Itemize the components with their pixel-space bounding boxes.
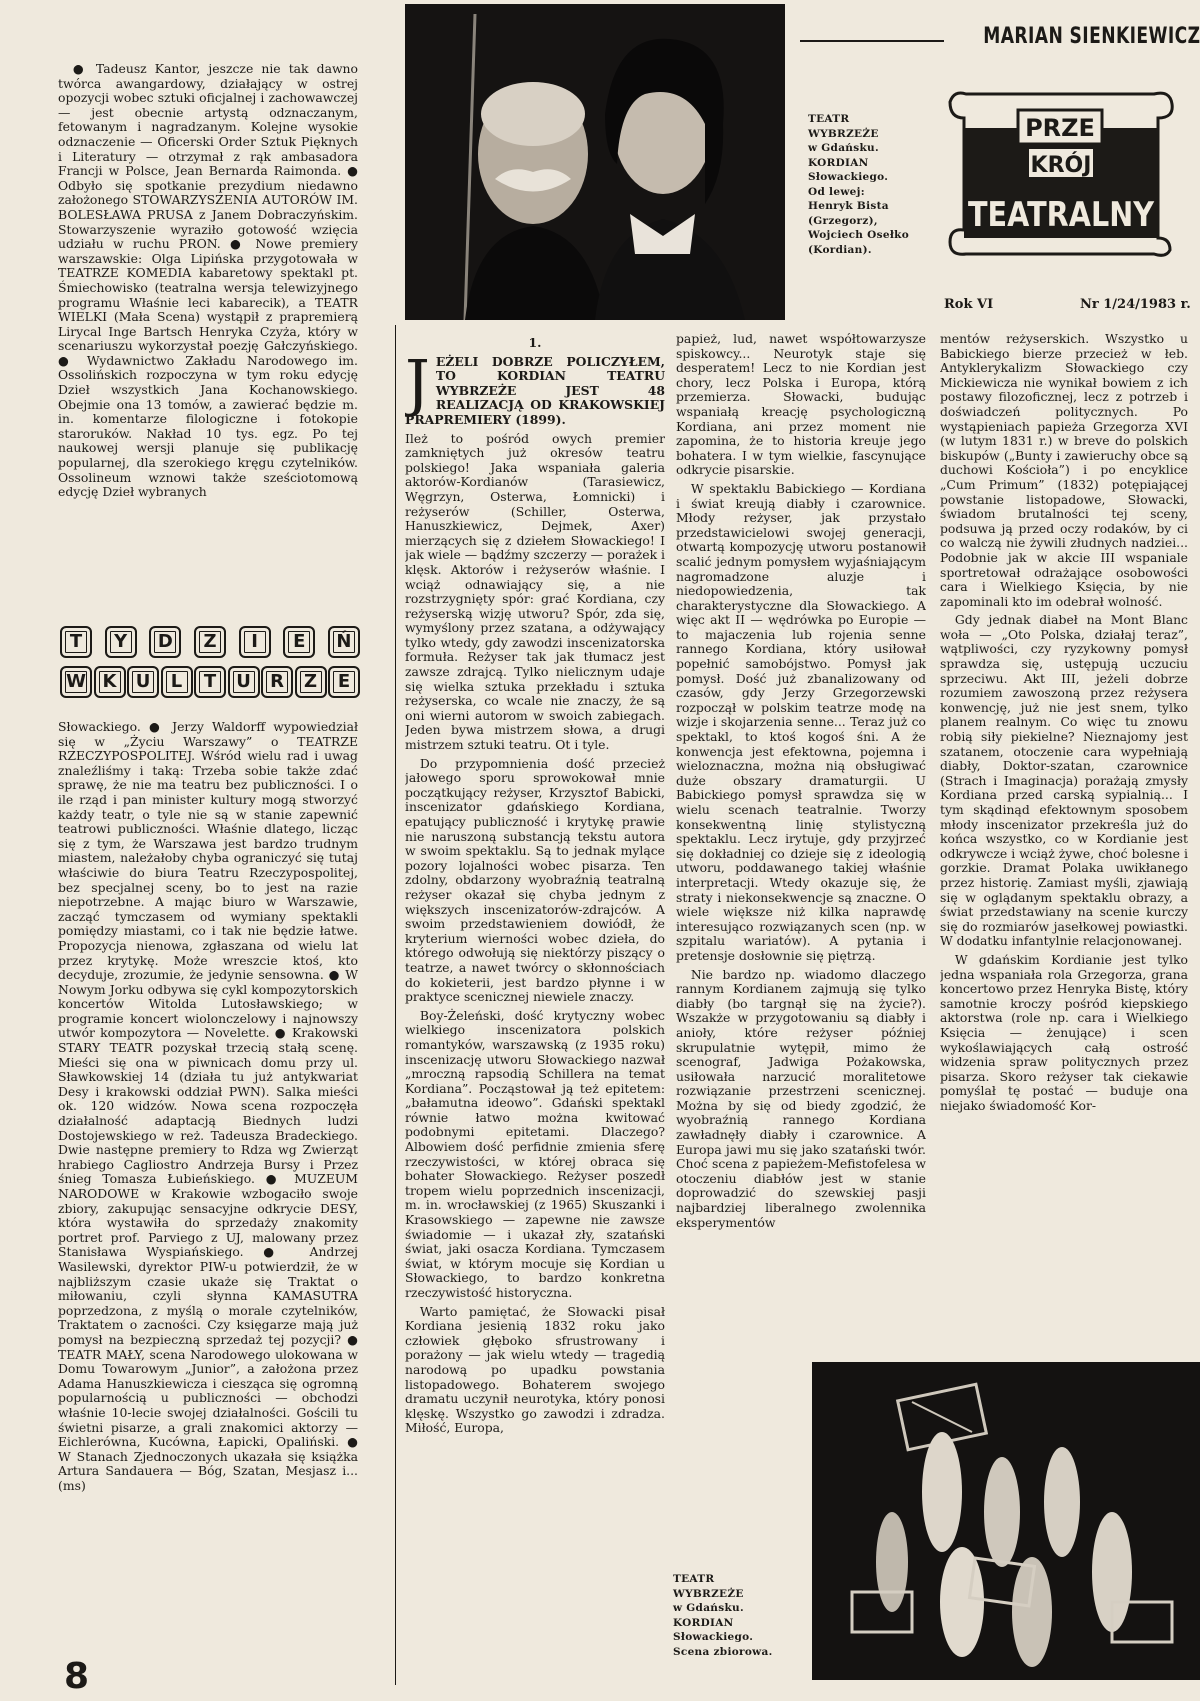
author-rule — [800, 40, 944, 42]
caption-line: Od lewej: — [808, 185, 865, 198]
news-column-bottom — [58, 720, 358, 1650]
caption-line: Henryk Bista — [808, 200, 889, 212]
heading-letter: U — [228, 666, 260, 698]
article-column-2 — [676, 332, 926, 1412]
photo-top-caption — [808, 112, 918, 257]
issue-label: Nr 1/24/1983 r. — [1080, 297, 1191, 312]
caption-line: (Grzegorz), — [808, 214, 878, 227]
caption-line: KORDIAN — [808, 156, 869, 169]
caption-line: w Gdańsku. — [673, 1602, 744, 1614]
page-number: 8 — [64, 1656, 90, 1697]
heading-letter: D — [149, 626, 181, 658]
heading-letter: Z — [295, 666, 327, 698]
photo-bottom-caption — [673, 1572, 803, 1659]
heading-letter: Ń — [328, 626, 360, 658]
year-label: Rok VI — [944, 297, 994, 312]
caption-line: Wojciech Osełko — [808, 229, 910, 241]
news-text: ● Tadeusz Kantor, jeszcze nie tak dawno twórca awangardowy, działający w ostrej opozycji wobec sztuki oficjalnej i zachowawczej — jest obecnie artystą odznaczanym, fetowanym i nagradzanym. Kolejne wysokie odznaczenie — Oficerski Order Sztuk Pięknych i Literatury — otrzymał z rąk ambasadora Francji w Polsce, Jean Bernarda Raimonda. ● Odbyło się spotkanie prezydium niedawno założonego STOWARZYSZENIA AUTORÓW IM. BOLESŁAWA PRUSA z Janem Dobraczyńskim. Stowarzyszenie wyraziło gotowość wzięcia udziału w ruchu PRON. ● Nowe premiery warszawskie: Olga Lipińska przygotowała w TEATRZE KOMEDIA kabaretowy spektakl pt. Śmiechowisko (teatralna wersja telewizyjnego programu Właśnie leci kabarecik), a TEATR WIELKI (Mała Scena) wystąpił z prapremierą Lirycal Inge Bartsch Henryka Czyża, który w scenariuszu wykorzystał poezję Gałczyńskiego. ● Wydawnictwo Zakładu Narodowego im. Ossolińskich rozpoczyna w tym roku edycję Dzieł wszystkich Jana Kochanowskiego. Obejmie ona 13 tomów, a zawierać będzie m. in. komentarze filologiczne i fotokopie staroruków. Nakład 10 tys. egz. Po tej naukowej wersji planuje się publikację popularnej, dla szerokiego kręgu czytelników. Ossolineum wznowi także sześciotomową edycję Dzieł wybranych — [58, 62, 358, 500]
przekroj-teatralny-logo — [944, 88, 1176, 258]
photo-actors-portrait — [405, 4, 785, 320]
article-paragraph: Boy-Żeleński, dość krytyczny wobec wielkiego inscenizatora polskich romantyków, warszawską (z 1935 roku) inscenizację utworu Słowackiego nazwał „mroczną rapsodią Schillera na temat Kordiana”. Począstował ją też epitetem: „bałamutna ideowo”. Gdański spektakl równie łatwo można kwitować podobnymi epitetami. Dlaczego? Albowiem dość perfidnie zmienia sferę rzeczywistości, w której obraca się bohater Słowackiego. Reżyser poszedł tropem wielu poprzednich inscenizacji, m. in. wrocławskiej (z 1965) Skuszanki i Krasowskiego — zapewne nie zawsze świadomie — i ukazał zły, szatański świat, jaki osacza Kordiana. Tymczasem świat, w którym mocuje się Kordian u Słowackiego, to bardzo konkretna rzeczywistość historyczna. — [405, 1007, 665, 1300]
caption-line: KORDIAN — [673, 1616, 734, 1629]
caption-line: Scena zbiorowa. — [673, 1645, 773, 1658]
article-paragraph: Warto pamiętać, że Słowacki pisał Kordiana jesienią 1832 roku jako człowiek głęboko sfrustrowany i porażony — jak wielu wtedy — tragedią narodową po upadku powstania listopadowego. Bohaterem swojego dramatu uczynił neurotyka, który ponosi klęskę. Wszystko go zawodzi i zdradza. Miłość, Europa, — [405, 1303, 665, 1436]
author-name: MARIAN SIENKIEWICZ — [982, 24, 1200, 49]
heading-letter: E — [328, 666, 360, 698]
article-dropcap: J — [405, 345, 430, 419]
article-paragraph: Gdy jednak diabeł na Mont Blanc woła — „Oto Polska, działaj teraz”, wątpliwości, czy ryzykowny pomysł sprawdza się, ustępują uczuciu sprzeciwu. Akt III, jeżeli dobrze rozumiem zawoszoną przez reżysera konwencję, już nie jest snem, tylko planem realnym. Co więc tu znowu robią siły piekielne? Nieznajomy jest szatanem, otoczenie cara wypełniają diabły, Doktor-szatan, czarownice (Strach i Imaginacja) porażają zmysły Kordiana przed carską sypialnią... I tym skądinąd efektownym sposobem młody inscenizator przekreśla już do końca wszystko, co w Kordianie jest odkrywcze i wciąż żywe, choć bolesne i gorzkie. Dramat Polaka uwikłanego przez historię. Zamiast myśli, zjawiają się w oglądanym spektaklu obrazy, a świat przedstawiany na scenie kurczy się do rozmiarów jasełkowej powiastki. W dodatku infantylnie relacjonowanej. — [940, 612, 1188, 949]
heading-letter: T — [194, 666, 226, 698]
article-paragraph: W gdańskim Kordianie jest tylko jedna wspaniała rola Grzegorza, grana koncertowo przez Henryka Bistę, który samotnie kroczy pośród kiepskiego aktorstwa (role np. cara i Wielkiego Księcia — żenujące) i scen wykoślawiających całą ostrość widzenia spraw politycznych przez pisarza. Skoro reżyser tak ciekawie pomyślał tę postać — buduje ona niejako świadomość Kor- — [940, 951, 1188, 1113]
column-divider — [395, 325, 396, 1685]
article-column-3 — [940, 332, 1188, 1412]
tydzien-heading-line1 — [60, 626, 360, 658]
caption-line: (Kordian). — [808, 243, 872, 256]
caption-line: WYBRZEŻE — [808, 127, 879, 140]
logo-word-teatralny: TEATRALNY — [968, 195, 1155, 235]
heading-letter: K — [94, 666, 126, 698]
caption-line: WYBRZEŻE — [673, 1587, 744, 1600]
news-text: Słowackiego. ● Jerzy Waldorff wypowiedział się w „Życiu Warszawy” o TEATRZE RZECZYPOSPOLITEJ. Wśród wielu rad i uwag znaleźliśmy i taką: Trzeba sobie także zdać sprawę, że nie ma teatru bez publiczności. I o ile rząd i pan minister kultury mogą stworzyć każdy teatr, o tyle nie są w stanie zapewnić teatrowi publiczności. Właśnie dlatego, licząc się z tym, że Warszawa jest bardzo trudnym miastem, należałoby chyba ograniczyć się tutaj właściwie do biura Teatru Rzeczypospolitej, bez specjalnej sceny, bo to jest na razie niepotrzebne. A mając biuro w Warszawie, zacząć tymczasem od wymiany spektakli pomiędzy miastami, co i tak nie będzie łatwe. Propozycja nienowa, zgłaszana od wielu lat przez krytykę. Może wreszcie ktoś, kto decyduje, zrozumie, że jedynie sensowna. ● W Nowym Jorku odbywa się cykl kompozytorskich koncertów Witolda Lutosławskiego; w programie koncert wiolonczelowy i najnowszy utwór kompozytora — Novelette. ● Krakowski STARY TEATR pozyskał trzecią stałą scenę. Mieści się ona w piwnicach domu przy ul. Sławkowskiej 14 (działa tu już antykwariat Desy i krakowski oddział PWN). Salka mieści ok. 120 widzów. Nowa scena rozpoczęła działalność adaptacją Biednych ludzi Dostojewskiego w reż. Tadeusza Bradeckiego. Dwie następne premiery to Rdza wg Zwierząt hrabiego Cagliostro Andrzeja Bursy i Przez śnieg Tomasza Łubieńskiego. ● MUZEUM NARODOWE w Krakowie wzbogaciło swoje zbiory, zakupując sensacyjne odkrycie DESY, która wystawiła do sprzedaży znakomity portret prof. Parviego z UJ, malowany przez Stanisława Wyspiańskiego. ● Andrzej Wasilewski, dyrektor PIW-u potwierdził, że w najbliższym czasie ukaże się Traktat o miłowaniu, czyli słynna KAMASUTRA poprzedzona, z myślą o morale czytelników, Traktatem o zacności. Czy księgarze mają już pomysł na bezpieczną sprzedaż tej pozycji? ● TEATR MAŁY, scena Narodowego ulokowana w Domu Towarowym „Junior”, a założona przez Adama Hanuszkiewicza i ciesząca się ogromną popularnością u publiczności — obchodzi właśnie 10-lecie swojej działalności. Gościli tu świetni pisarze, a grali znakomici aktorzy — Eichlerówna, Kucówna, Łapicki, Opaliński. ● W Stanach Zjednoczonych ukazała się książka Artura Sandauera — Bóg, Szatan, Mesjasz i... (ms) — [58, 720, 358, 1493]
article-lead: EŻELI DOBRZE POLICZYŁEM, TO KORDIAN TEATRU WYBRZEŻE JEST 48 REALIZACJĄ OD KRAKOWSKIEJ PRAPREMIERY (1899). — [405, 353, 665, 427]
heading-letter: U — [127, 666, 159, 698]
article-number: 1. — [528, 336, 542, 350]
heading-letter: L — [161, 666, 193, 698]
caption-line: w Gdańsku. — [808, 142, 879, 154]
caption-line: TEATR — [673, 1573, 715, 1585]
article-paragraph: W spektaklu Babickiego — Kordiana i świat kreują diabły i czarownice. Młody reżyser, jak przystało przedstawicielowi swojej generacji, otwartą kompozycję utworu postanowił scalić jednym pomysłem wyjaśniającym nagromadzone aluzje i niedopowiedzenia, tak charakterystyczne dla Słowackiego. A więc akt II — wędrówka po Europie — to majaczenia lub rojenia senne rannego Kordiana, który usiłował popełnić samobójstwo. Pomysł jak pomysł. Dość już zbanalizowany od czasów, gdy Jerzy Grzegorzewski rozpoczął w polskim teatrze modę na wizje i skojarzenia senne... Teraz już co spektakl, to ktoś kogoś śni. A że konwencja jest efektowna, pojemna i wieloznaczna, można nią obsługiwać duże obszary dramaturgii. U Babickiego pomysł sprawdza się w wielu scenach teatralnie. Tworzy konsekwentną linię stylistyczną spektaklu. Lecz irytuje, gdy przyjrzeć się dokładniej co dzieje się z ideologią utworu, poddawanego takiej właśnie interpretacji. Wtedy okazuje się, że straty i niekonsekwencje są znaczne. O wiele większe niż kilka naprawdę interesująco rozwiązanych scen (np. w szpitalu wariatów). A pytania i pretensje dosłownie się piętrzą. — [676, 480, 926, 963]
news-column-top — [58, 62, 358, 612]
heading-letter: I — [239, 626, 271, 658]
tydzien-heading-line2 — [60, 666, 360, 698]
article-paragraph: Nie bardzo np. wiadomo dlaczego rannym Kordianem zajmują się tylko diabły (bo targnął się na życie?). Wszakże w przygotowaniu są diabły i anioły, które reżyser później skrupulatnie wytępił, mimo że scenograf, Jadwiga Pożakowska, usiłowała narzucić moralitetowe rozwiązanie przestrzeni scenicznej. Można by się od biedy zgodzić, że wyobraźnią rannego Kordiana zawładnęły diabły i czarownice. A Europa jawi mu się jako szatański twór. Choć scena z papieżem-Mefistofelesa w otoczeniu diabłów jest w stanie doprowadzić do szewskiej pasji najbardziej liberalnego zwolennika eksperymentów — [676, 966, 926, 1230]
heading-letter: E — [283, 626, 315, 658]
logo-word-prze: PRZE — [1025, 114, 1095, 142]
author-header — [800, 20, 1200, 52]
article-paragraph: Do przypomnienia dość przecież jałowego sporu sprowokował mnie początkujący reżyser, Krzysztof Babicki, inscenizator gdańskiego Kordiana, epatujący publiczność i krytykę prawie nie naruszoną substancją tekstu autora w swoim spektaklu. Są to jednak mylące pozory lojalności wobec pisarza. Ten zdolny, obdarzony wyobraźnią teatralną reżyser okazał się chyba jednym z większych inscenizatorów-zdrajców. A swoim przedstawieniem dowiódł, że kryterium wierności wobec dzieła, do którego odwołują się niektórzy piszący o teatrze, a nawet twórcy o skłonnościach do kokieterii, jest bardzo płynne i w praktyce scenicznej niewiele znaczy. — [405, 755, 665, 1005]
article-paragraph: papież, lud, nawet współtowarzysze spiskowcy... Neurotyk staje się desperatem! Lecz to nie Kordian jest chory, lecz Polska i Europa, którą przemierza. Słowacki, budując wspaniałą kreację psychologiczną Kordiana, ani przez moment nie zapomina, że to historia kreuje jego bohatera. I w tym wielkie, fascynujące odkrycie pisarskie. — [676, 332, 926, 478]
caption-line: Słowackiego. — [673, 1631, 754, 1643]
logo-word-kroj: KRÓJ — [1030, 153, 1092, 178]
article-paragraph: Ileż to pośród owych premier zamkniętych już okresów teatru polskiego! Jaka wspaniała galeria aktorów-Kordianów (Tarasiewicz, Węgrzyn, Osterwa, Łomnicki) i reżyserów (Schiller, Osterwa, Hanuszkiewicz, Dejmek, Axer) mierzących się z dziełem Słowackiego! I jak wiele — bądźmy szczerzy — porażek i klęsk. Aktorów i reżyserów właśnie. I wciąż odnawiający się, a nie rozstrzygnięty spór: grać Kordiana, czy reżyserską wizję utworu? Spór, zda się, wymyślony przez szatana, a odżywający tylko wtedy, gdy zawodzi inscenizatorska formuła. Reżyser tak jak tłumacz jest zawsze zdrajcą. Tylko nielicznym udaje się wielka sztuka przekładu i sztuka reżyserska, co wcale nie znaczy, że są oni wierni autorom w swoich zabiegach. Jeden bywa mistrzem słowa, a drugi mistrzem sztuki teatru. Ot i tyle. — [405, 430, 665, 753]
caption-line: TEATR — [808, 113, 850, 125]
article-column-1 — [405, 336, 665, 1686]
heading-letter: W — [60, 666, 92, 698]
heading-letter: Z — [194, 626, 226, 658]
caption-line: Słowackiego. — [808, 171, 889, 183]
photo-ensemble-scene — [812, 1362, 1200, 1680]
article-paragraph: mentów reżyserskich. Wszystko u Babickiego bierze przecież w łeb. Antyklerykalizm Słowackiego czy Mickiewicza nie wynikał bowiem z ich postawy filozoficznej, lecz z potrzeb i doświadczeń politycznych. Po wystąpieniach papieża Grzegorza XVI (w lutym 1831 r.) w breve do polskich biskupów („Bunty i zawieruchy obce są duchowi Kościoła”) i po encyklice „Cum Primum” (1832) potępiającej powstanie listopadowe, Słowacki, świadom brutalności tej sceny, podsuwa ją przed oczy rodaków, by ci co walczą nie żywili złudnych nadziei... Podobnie jak w akcie III wspaniale sportretował odrażające osobowości cara i Wielkiego Księcia, by nie zapominali kto im odebrał wolność. — [940, 332, 1188, 609]
heading-letter: T — [60, 626, 92, 658]
heading-letter: R — [261, 666, 293, 698]
heading-letter: Y — [105, 626, 137, 658]
